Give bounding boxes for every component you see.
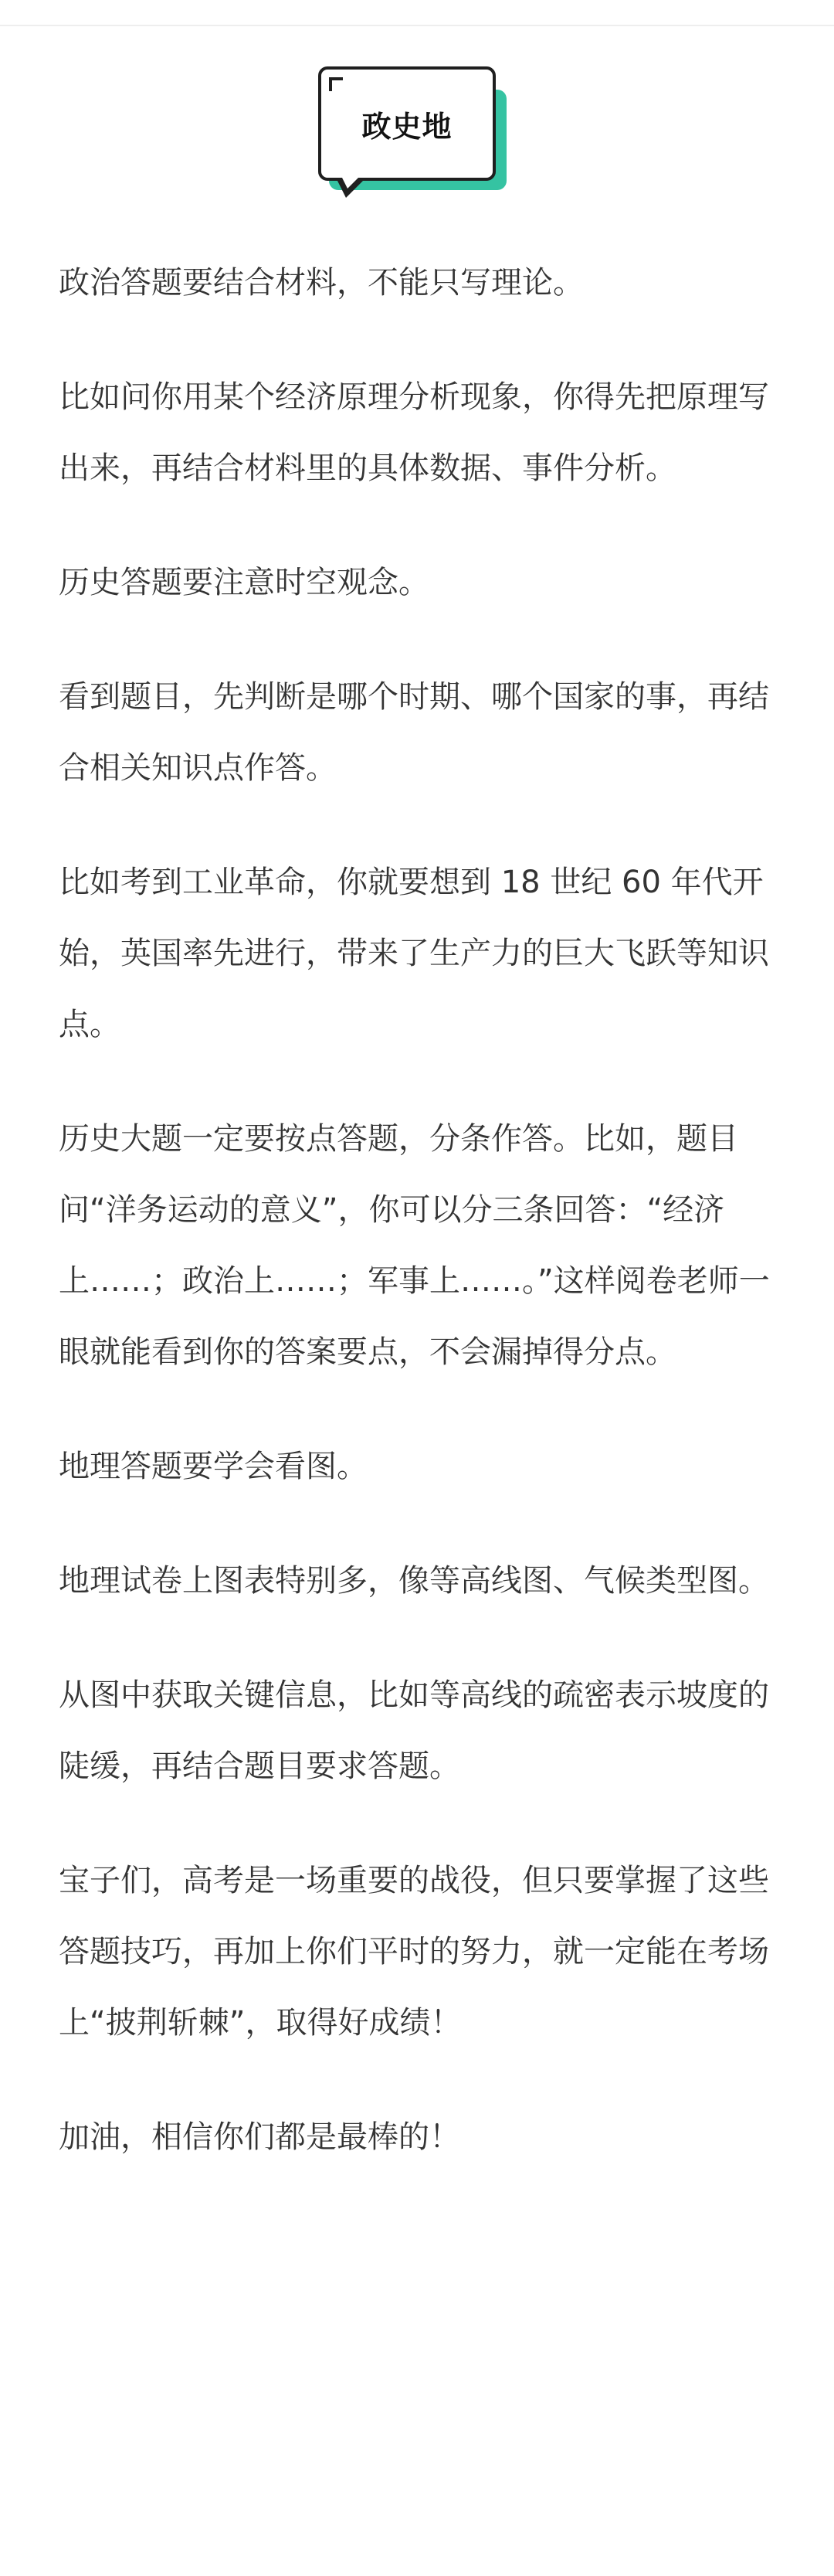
corner-mark [329,77,343,91]
paragraph-politics-example: 比如问你用某个经济原理分析现象，你得先把原理写出来，再结合材料里的具体数据、事件分析。 [59,379,769,486]
paragraph-history-context: 看到题目，先判断是哪个时期、哪个国家的事，再结合相关知识点作答。 [59,679,769,786]
paragraph-encouragement: 宝子们，高考是一场重要的战役，但只要掌握了这些答题技巧，再加上你们平时的努力，就一定能在考场上“披荆斩棘”，取得好成绩！ [59,1863,769,2041]
paragraph-history-example: 比如考到工业革命，你就要想到 18 世纪 60 年代开始，英国率先进行，带来了生产力的巨大飞跃等知识点。 [59,865,769,1042]
paragraph-geography-info: 从图中获取关键信息，比如等高线的疏密表示坡度的陡缓，再结合题目要求答题。 [59,1677,769,1784]
paragraph-politics-answer: 政治答题要结合材料，不能只写理论。 [59,265,584,301]
paragraph-geography-answer: 地理答题要学会看图。 [59,1449,368,1484]
bubble-tail-fill [341,176,360,189]
paragraph-geography-charts: 地理试卷上图表特别多，像等高线图、气候类型图。 [59,1563,769,1599]
top-divider [0,25,834,26]
title-badge [318,66,508,206]
paragraph-closing: 加油，相信你们都是最棒的！ [59,2119,460,2155]
section-title: 政史地 [361,109,453,144]
paragraph-history-answer: 历史答题要注意时空观念。 [59,565,429,600]
article-body [59,247,774,2216]
paragraph-history-points: 历史大题一定要按点答题，分条作答。比如，题目问“洋务运动的意义”，你可以分三条回答：“经济上……；政治上……；军事上……。”这样阅卷老师一眼就能看到你的答案要点，不会漏掉得分点。 [59,1121,770,1370]
speech-bubble [318,66,496,181]
